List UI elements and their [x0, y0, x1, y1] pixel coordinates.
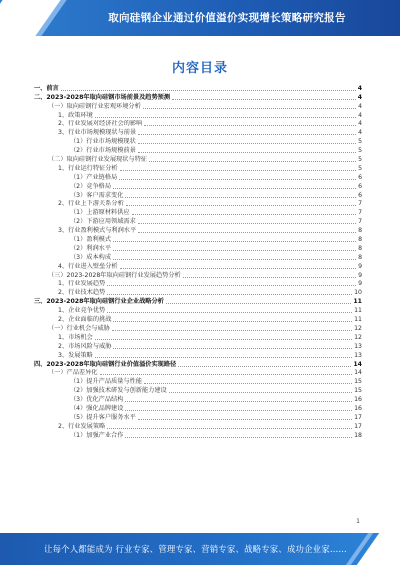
toc-entry[interactable] — [34, 297, 362, 306]
toc-entry-title: （4）强化品牌建设 — [70, 404, 124, 412]
toc-leader-dots — [125, 401, 352, 402]
toc-entry-page: 4 — [358, 111, 362, 119]
toc-entry-page: 4 — [358, 129, 362, 137]
toc-leader-dots — [132, 214, 356, 215]
toc-entry-page: 5 — [358, 156, 362, 164]
toc-leader-dots — [95, 357, 352, 358]
toc-entry[interactable] — [34, 173, 362, 182]
toc-entry[interactable] — [34, 386, 362, 395]
toc-entry-page: 11 — [354, 316, 362, 324]
toc-leader-dots — [125, 197, 356, 198]
report-title: 取向硅钢企业通过价值溢价实现增长策略研究报告 — [108, 12, 346, 24]
toc-entry-title: 2、行业上下游关系分析 — [58, 200, 124, 208]
toc-entry[interactable] — [34, 333, 362, 342]
toc-entry-page: 16 — [354, 404, 362, 412]
toc-leader-dots — [107, 428, 352, 429]
toc-entry-page: 6 — [358, 191, 362, 199]
page-header — [0, 0, 400, 36]
toc-leader-dots — [144, 125, 356, 126]
toc-leader-dots — [107, 294, 352, 295]
toc-leader-dots — [107, 285, 356, 286]
toc-leader-dots — [107, 312, 352, 313]
toc-entry[interactable] — [34, 413, 362, 422]
toc-leader-dots — [183, 277, 356, 278]
toc-entry[interactable] — [34, 155, 362, 164]
toc-entry-page: 17 — [354, 422, 362, 430]
toc-entry-title: 四、2023-2028年取向硅钢行业价值溢价实现路径 — [34, 360, 177, 368]
toc-leader-dots — [178, 366, 351, 367]
toc-entry[interactable] — [34, 342, 362, 351]
toc-entry-title: （3）客户需求变化 — [70, 191, 124, 199]
toc-entry[interactable] — [34, 262, 362, 271]
toc-entry[interactable] — [34, 377, 362, 386]
toc-leader-dots — [113, 241, 356, 242]
toc-entry-title: 3、行业市场规模现状与前景 — [58, 129, 137, 137]
toc-entry[interactable] — [34, 226, 362, 235]
toc-entry-page: 10 — [354, 289, 362, 297]
toc-leader-dots — [125, 410, 352, 411]
toc-leader-dots — [144, 383, 352, 384]
toc-entry-title: 2、企业面临的挑战 — [58, 316, 112, 324]
toc-entry-title: 二、2023-2028年取向硅钢市场前景及趋势预测 — [34, 93, 171, 101]
page-number: 1 — [356, 518, 360, 525]
toc-entry-page: 7 — [358, 209, 362, 217]
toc-entry-page: 13 — [354, 351, 362, 359]
toc-entry[interactable] — [34, 244, 362, 253]
toc-entry-page: 15 — [354, 387, 362, 395]
toc-entry-page: 14 — [353, 360, 362, 368]
toc-leader-dots — [143, 108, 356, 109]
toc-entry[interactable] — [34, 315, 362, 324]
toc-entry-page: 5 — [358, 147, 362, 155]
toc-entry[interactable] — [34, 182, 362, 191]
toc-entry-page: 6 — [358, 182, 362, 190]
toc-entry-title: 3、行业盈利模式与利润水平 — [58, 227, 137, 235]
toc-leader-dots — [138, 134, 356, 135]
toc-entry-page: 5 — [358, 138, 362, 146]
toc-entry[interactable] — [34, 137, 362, 146]
toc-leader-dots — [138, 143, 356, 144]
toc-entry-page: 8 — [358, 227, 362, 235]
toc-entry-page: 18 — [354, 431, 362, 439]
toc-leader-dots — [113, 188, 356, 189]
toc-leader-dots — [138, 232, 356, 233]
toc-entry[interactable] — [34, 84, 362, 93]
toc-leader-dots — [125, 437, 352, 438]
toc-leader-dots — [172, 99, 356, 100]
toc-entry-page: 5 — [358, 164, 362, 172]
toc-entry[interactable] — [34, 360, 362, 369]
page-footer — [0, 533, 400, 565]
toc-entry-page: 11 — [354, 307, 362, 315]
toc-entry[interactable] — [34, 235, 362, 244]
toc-entry-page: 4 — [358, 120, 362, 128]
toc-entry[interactable] — [34, 324, 362, 333]
toc-entry-page: 8 — [358, 253, 362, 261]
toc-entry-title: （1）行业市场规模现状 — [70, 138, 136, 146]
toc-entry-title: （2）加强技术研发与创新能力建设 — [70, 387, 167, 395]
toc-heading: 内容目录 — [171, 61, 228, 76]
toc-leader-dots — [120, 170, 356, 171]
toc-entry-title: （2）行业市场规模前景 — [70, 147, 136, 155]
toc-entry-page: 16 — [354, 396, 362, 404]
toc-entry[interactable] — [34, 280, 362, 289]
toc-entry-title: 1、市场机会 — [58, 333, 93, 341]
toc-entry[interactable] — [34, 191, 362, 200]
toc-leader-dots — [138, 223, 356, 224]
toc-entry-title: （2）利润水平 — [70, 244, 112, 252]
toc-entry-title: （1）上游原材料供应 — [70, 209, 130, 217]
toc-entry-title: （一）产品差异化 — [48, 369, 98, 377]
toc-entry[interactable] — [34, 128, 362, 137]
toc-entry[interactable] — [34, 306, 362, 315]
toc-entry-title: （5）提升客户服务水平 — [70, 413, 136, 421]
toc-leader-dots — [95, 339, 352, 340]
toc-leader-dots — [138, 419, 352, 420]
footer-slogan: 让每个人都能成为 行业专家、管理专家、营销专家、战略专家、成功企业家…… — [44, 544, 347, 554]
toc-leader-dots — [100, 374, 353, 375]
toc-entry-title: （3）成本构成 — [70, 253, 112, 261]
toc-entry[interactable] — [34, 431, 362, 440]
toc-entry-title: （一）行业机会与威胁 — [48, 324, 110, 332]
toc-entry-title: （2）竞争格局 — [70, 182, 112, 190]
toc-leader-dots — [166, 303, 352, 304]
toc-entry[interactable] — [34, 164, 362, 173]
toc-leader-dots — [112, 330, 352, 331]
toc-entry-page: 6 — [358, 173, 362, 181]
toc-entry-title: 1、行业运行特征分析 — [58, 164, 118, 172]
toc-entry-title: （1）产业链格局 — [70, 173, 118, 181]
toc-leader-dots — [113, 321, 352, 322]
toc-entry[interactable] — [34, 288, 362, 297]
toc-entry-page: 14 — [354, 369, 362, 377]
toc-leader-dots — [113, 259, 356, 260]
toc-entry-page: 8 — [358, 236, 362, 244]
toc-entry-page: 4 — [357, 93, 362, 101]
toc-entry-title: （2）下游应用领域需求 — [70, 218, 136, 226]
toc-entry-page: 9 — [358, 271, 362, 279]
toc-entry[interactable] — [34, 200, 362, 209]
toc-entry-title: 1、企业竞争优势 — [58, 307, 106, 315]
toc-leader-dots — [149, 161, 356, 162]
toc-entry-page: 15 — [354, 378, 362, 386]
toc-entry[interactable] — [34, 422, 362, 431]
toc-entry-title: 4、行业进入壁垒分析 — [58, 262, 118, 270]
toc-entry-page: 11 — [353, 298, 362, 306]
table-of-contents — [34, 84, 362, 440]
toc-entry-title: （一）取向硅钢行业宏观环境分析 — [48, 102, 141, 110]
toc-leader-dots — [120, 268, 356, 269]
toc-entry-title: （三）2023-2028年取向硅钢行业发展趋势分析 — [48, 271, 181, 279]
toc-entry[interactable] — [34, 351, 362, 360]
toc-entry-page: 7 — [358, 200, 362, 208]
toc-leader-dots — [126, 205, 356, 206]
toc-entry[interactable] — [34, 395, 362, 404]
toc-leader-dots — [95, 117, 356, 118]
toc-leader-dots — [169, 392, 352, 393]
toc-entry-page: 13 — [354, 342, 362, 350]
toc-entry[interactable] — [34, 208, 362, 217]
toc-entry-page: 9 — [358, 262, 362, 270]
toc-entry-title: （1）盈利模式 — [70, 236, 112, 244]
toc-leader-dots — [113, 348, 352, 349]
toc-entry[interactable] — [34, 102, 362, 111]
toc-leader-dots — [113, 250, 356, 251]
toc-entry-title: 三、2023-2028年取向硅钢行业企业战略分析 — [34, 298, 164, 306]
toc-entry[interactable] — [34, 146, 362, 155]
toc-entry-page: 9 — [358, 280, 362, 288]
toc-entry-title: 2、行业发展对经济社会的影响 — [58, 120, 143, 128]
toc-entry-title: 1、行业发展趋势 — [58, 280, 106, 288]
toc-entry-title: （3）优化产品结构 — [70, 396, 124, 404]
toc-entry-title: （1）加强产业合作 — [70, 431, 124, 439]
toc-entry[interactable] — [34, 271, 362, 280]
toc-entry[interactable] — [34, 111, 362, 120]
toc-entry[interactable] — [34, 369, 362, 378]
toc-leader-dots — [119, 179, 356, 180]
toc-entry-page: 8 — [358, 244, 362, 252]
toc-entry[interactable] — [34, 217, 362, 226]
toc-entry-title: （1）提升产品质量与性能 — [70, 378, 142, 386]
toc-entry[interactable] — [34, 253, 362, 262]
toc-entry-title: （二）取向硅钢行业发展现状与特征 — [48, 156, 147, 164]
toc-entry-title: 2、行业技术趋势 — [58, 289, 106, 297]
toc-entry-page: 7 — [358, 218, 362, 226]
toc-leader-dots — [138, 152, 356, 153]
toc-entry[interactable] — [34, 120, 362, 129]
toc-entry-title: 2、市场风险与威胁 — [58, 342, 112, 350]
toc-entry-title: 2、行业发展策略 — [58, 422, 106, 430]
toc-entry-page: 4 — [358, 102, 362, 110]
toc-entry-page: 12 — [354, 324, 362, 332]
toc-entry-title: 1、政策环境 — [58, 111, 93, 119]
toc-entry-page: 4 — [357, 84, 362, 92]
toc-entry-title: 3、发展策略 — [58, 351, 93, 359]
toc-leader-dots — [61, 90, 356, 91]
toc-entry-page: 17 — [354, 413, 362, 421]
toc-entry-page: 12 — [354, 333, 362, 341]
toc-entry-title: 一、前言 — [34, 84, 59, 92]
toc-entry[interactable] — [34, 404, 362, 413]
toc-entry[interactable] — [34, 93, 362, 102]
